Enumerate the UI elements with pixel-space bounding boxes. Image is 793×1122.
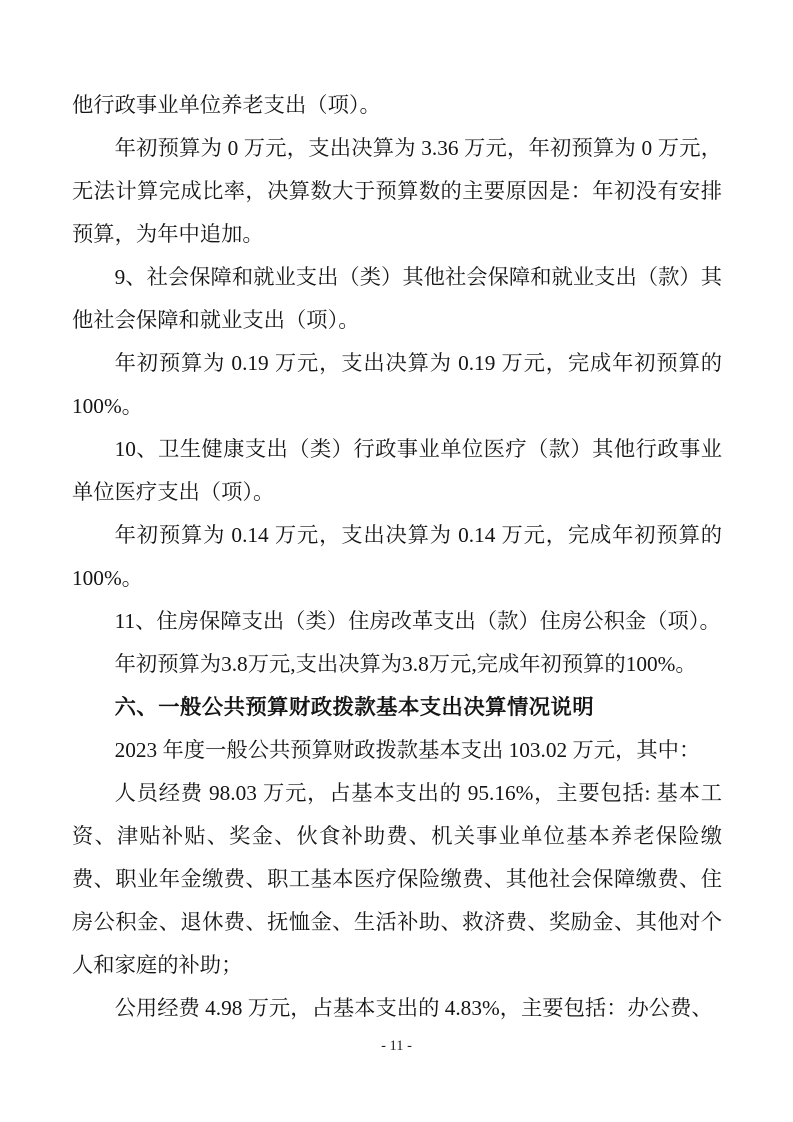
page-footer [0,1036,793,1056]
para-item-9-social-security: 9、社会保障和就业支出（类）其他社会保障和就业支出（款）其他社会保障和就业支出（项）。 [72,265,722,332]
para-item-10-health: 10、卫生健康支出（类）行政事业单位医疗（款）其他行政事业单位医疗支出（项）。 [72,437,722,504]
document-body [72,84,722,1030]
page-number: - 11 - [381,1038,412,1054]
para-pension-budget-figures: 年初预算为 0 万元，支出决算为 3.36 万元，年初预算为 0 万元，无法计算完成比率，决算数大于预算数的主要原因是：年初没有安排预算，为年中追加。 [72,136,722,246]
para-basic-expenditure-total: 2023 年度一般公共预算财政拨款基本支出 103.02 万元，其中： [114,738,701,762]
para-personnel-expenses: 人员经费 98.03 万元，占基本支出的 95.16%，主要包括: 基本工资、津贴补贴、奖金、伙食补助费、机关事业单位基本养老保险缴费、职业年金缴费、职工基本医疗保险缴费、其他社会保障缴费、住房公积金、退休费、抚恤金、生活补助、救济费、奖励金、其他对个人和家庭的补助； [72,781,722,977]
para-item-11-figures: 年初预算为3.8万元,支出决算为3.8万元,完成年初预算的100%。 [114,652,697,676]
para-public-expenses: 公用经费 4.98 万元，占基本支出的 4.83%，主要包括：办公费、 [114,996,713,1020]
para-item-9-figures: 年初预算为 0.19 万元，支出决算为 0.19 万元，完成年初预算的 100%。 [72,351,722,418]
para-pension-expense-continuation: 他行政事业单位养老支出（项）。 [72,93,381,117]
section-heading-basic-expenditure: 六、一般公共预算财政拨款基本支出决算情况说明 [114,695,595,719]
para-item-10-figures: 年初预算为 0.14 万元，支出决算为 0.14 万元，完成年初预算的 100%。 [72,523,722,590]
para-item-11-housing: 11、住房保障支出（类）住房改革支出（款）住房公积金（项）。 [114,609,721,633]
